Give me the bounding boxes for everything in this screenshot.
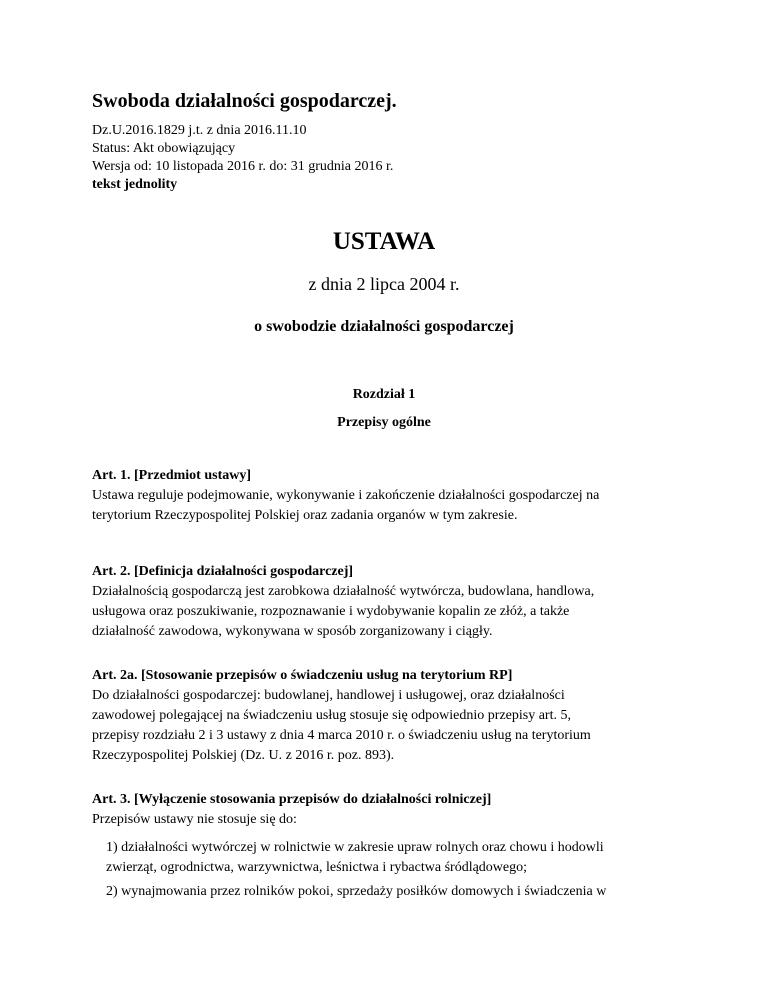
- article-3-item-2: [106, 882, 706, 902]
- chapter-number: Rozdział 1: [352, 387, 416, 402]
- article-heading: Art. 2a. [Stosowanie przepisów o świadczeniu usług na terytorium RP]: [92, 668, 513, 683]
- act-date: z dnia 2 lipca 2004 r.: [308, 274, 460, 294]
- article-text-line: Do działalności gospodarczej: budowlanej, handlowej i usługowej, oraz działalności: [92, 688, 565, 703]
- article-text-line: Działalnością gospodarczą jest zarobkowa działalność wytwórcza, budowlana, handlowa,: [92, 584, 595, 599]
- list-item-line: zwierząt, ogrodnictwa, warzywnictwa, leśnictwa i rybactwa śródlądowego;: [106, 860, 528, 875]
- article-2a: [92, 666, 712, 766]
- article-text-line: terytorium Rzeczypospolitej Polskiej oraz zadania organów w tym zakresie.: [92, 508, 518, 523]
- article-body: [92, 486, 712, 526]
- article-heading: Art. 2. [Definicja działalności gospodarczej]: [92, 564, 354, 579]
- article-body: [92, 810, 712, 830]
- article-heading: Art. 1. [Przedmiot ustawy]: [92, 468, 252, 483]
- act-status: Status: Akt obowiązujący: [92, 141, 236, 156]
- article-3: [92, 790, 712, 830]
- article-text-line: przepisy rozdziału 2 i 3 ustawy z dnia 4 marca 2010 r. o świadczeniu usług na terytorium: [92, 728, 591, 743]
- article-text-line: zawodowej polegającej na świadczeniu usług stosuje się odpowiednio przepisy art. 5,: [92, 708, 571, 723]
- article-body: [92, 582, 712, 642]
- list-item-line: 1) działalności wytwórczej w rolnictwie w zakresie upraw rolnych oraz chowu i hodowli: [106, 840, 604, 855]
- article-heading: Art. 3. [Wyłączenie stosowania przepisów do działalności rolniczej]: [92, 792, 492, 807]
- document-title: Swoboda działalności gospodarczej.: [92, 90, 397, 112]
- article-1: [92, 466, 712, 526]
- article-2: [92, 562, 712, 642]
- list-item-line: 2) wynajmowania przez rolników pokoi, sprzedaży posiłków domowych i świadczenia w: [106, 884, 607, 899]
- act-subject: o swobodzie działalności gospodarczej: [254, 318, 514, 335]
- journal-reference: Dz.U.2016.1829 j.t. z dnia 2016.11.10: [92, 123, 307, 138]
- article-text-line: działalność zawodowa, wykonywana w sposób zorganizowany i ciągły.: [92, 624, 493, 639]
- article-text-line: Rzeczypospolitej Polskiej (Dz. U. z 2016 r. poz. 893).: [92, 748, 395, 763]
- chapter-title: Przepisy ogólne: [337, 415, 431, 430]
- article-text-line: Przepisów ustawy nie stosuje się do:: [92, 812, 297, 827]
- version-range: Wersja od: 10 listopada 2016 r. do: 31 grudnia 2016 r.: [92, 159, 394, 174]
- text-type: tekst jednolity: [92, 177, 178, 192]
- article-body: [92, 686, 712, 766]
- article-3-item-1: [106, 838, 706, 878]
- act-type-heading: USTAWA: [332, 228, 436, 255]
- document-metadata: [92, 122, 393, 194]
- article-text-line: Ustawa reguluje podejmowanie, wykonywanie i zakończenie działalności gospodarczej na: [92, 488, 600, 503]
- article-text-line: usługowa oraz poszukiwanie, rozpoznawanie i wydobywanie kopalin ze złóż, a także: [92, 604, 570, 619]
